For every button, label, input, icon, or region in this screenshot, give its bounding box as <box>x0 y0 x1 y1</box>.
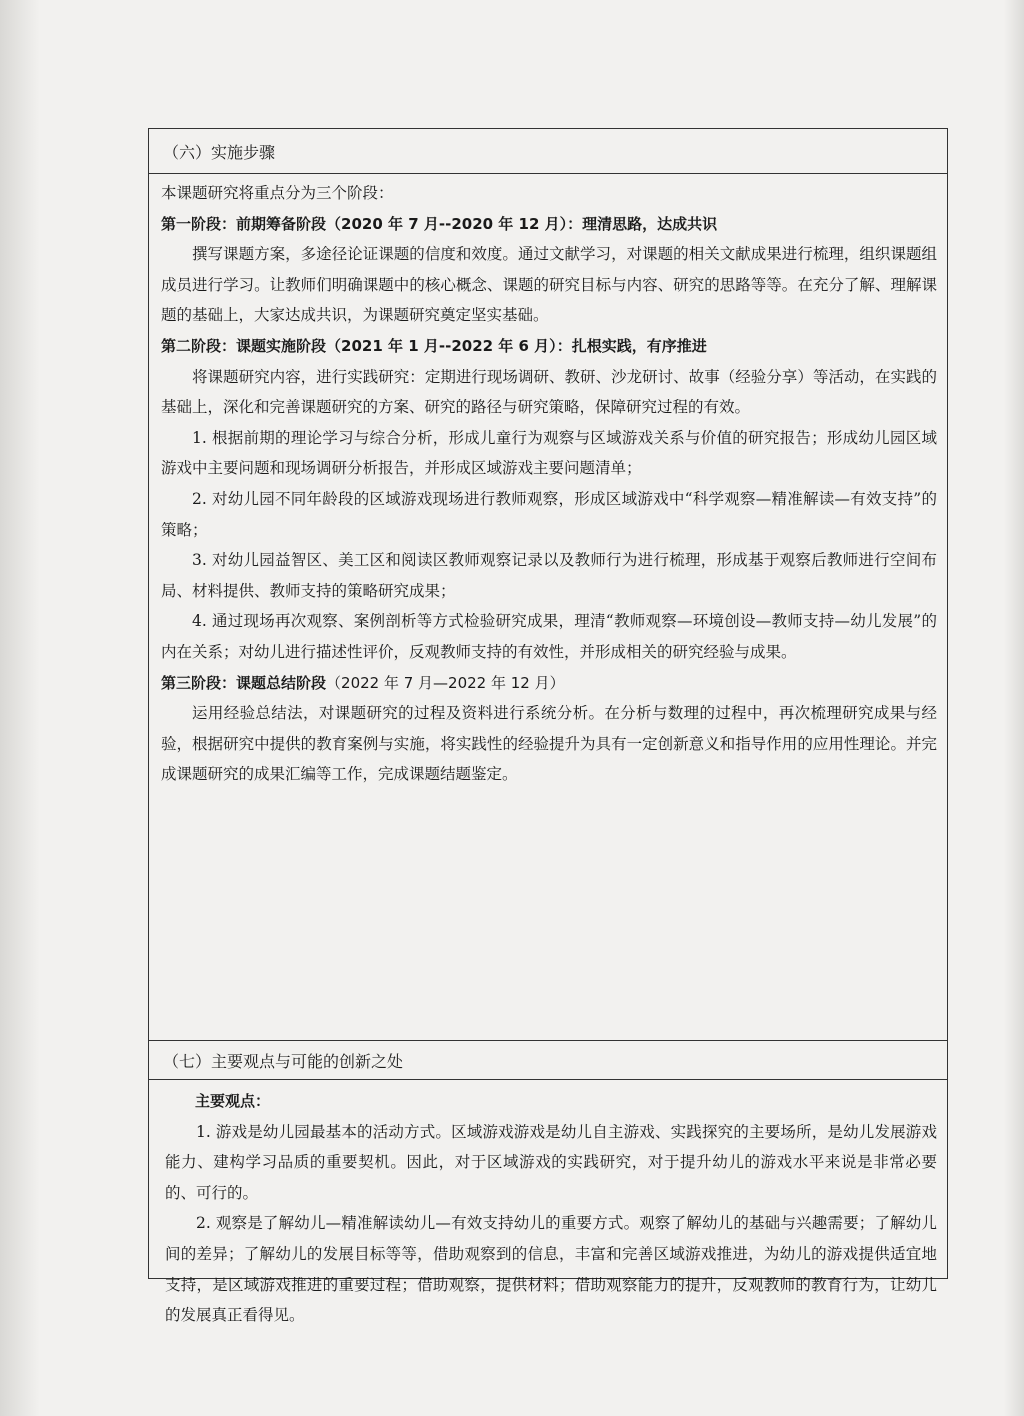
stage-3-heading <box>161 668 937 699</box>
stage-3-body: 运用经验总结法，对课题研究的过程及资料进行系统分析。在分析与数理的过程中，再次梳理研究成果与经验，根据研究中提供的教育案例与实施，将实践性的经验提升为具有一定创新意义和指导作用的应用性理论。并完成课题研究的成果汇编等工作，完成课题结题鉴定。 <box>161 704 937 784</box>
main-point-item: 1. 游戏是幼儿园最基本的活动方式。区域游戏游戏是幼儿自主游戏、实践探究的主要场所，是幼儿发展游戏能力、建构学习品质的重要契机。因此，对于区域游戏的实践研究，对于提升幼儿的游戏水平来说是非常必要的、可行的。 <box>165 1122 937 1202</box>
research-plan-form <box>148 128 948 1325</box>
stage-2-item: 1. 根据前期的理论学习与综合分析，形成儿童行为观察与区域游戏关系与价值的研究报告；形成幼儿园区域游戏中主要问题和现场调研分析报告，并形成区域游戏主要问题清单； <box>161 428 937 478</box>
section-7-title: （七）主要观点与可能的创新之处 <box>163 1051 404 1071</box>
stage-2-period: （2021 年 1 月--2022 年 6 月） <box>326 336 557 355</box>
section-7-body <box>149 1086 947 1331</box>
page-edge-shadow-right <box>1004 0 1024 1416</box>
stage-1-label: 第一阶段： <box>161 214 237 233</box>
stage-1-name: 前期筹备阶段 <box>236 214 327 233</box>
stage-2-item: 4. 通过现场再次观察、案例剖析等方式检验研究成果，理清“教师观察—环境创设—教师支持—幼儿发展”的内在关系；对幼儿进行描述性评价，反观教师支持的有效性，并形成相关的研究经验与成果。 <box>161 612 937 661</box>
stage-2-goal: ：扎根实践，有序推进 <box>556 336 707 355</box>
main-point-item: 2. 观察是了解幼儿—精准解读幼儿—有效支持幼儿的重要方式。观察了解幼儿的基础与兴趣需要；了解幼儿间的差异；了解幼儿的发展目标等等，借助观察到的信息，丰富和完善区域游戏推进，为幼儿的游戏提供适宜地支持，是区域游戏推进的重要过程；借助观察，提供材料；借助观察能力的提升，反观教师的教育行为，让幼儿的发展真正看得见。 <box>165 1214 937 1325</box>
main-points-heading: 主要观点： <box>195 1092 271 1110</box>
stage-3-label: 第三阶段： <box>161 673 237 692</box>
section-6-title: （六）实施步骤 <box>163 142 276 162</box>
stage-3-period: （2022 年 7 月—2022 年 12 月） <box>326 673 565 692</box>
stage-2-item: 2. 对幼儿园不同年龄段的区域游戏现场进行教师观察，形成区域游戏中“科学观察—精准解读—有效支持”的策略； <box>161 489 937 539</box>
intro-paragraph: 本课题研究将重点分为三个阶段： <box>161 184 394 202</box>
stage-2-item: 3. 对幼儿园益智区、美工区和阅读区教师观察记录以及教师行为进行梳理，形成基于观察后教师进行空间布局、材料提供、教师支持的策略研究成果； <box>161 551 937 600</box>
stage-1-goal: ：理清思路，达成共识 <box>567 214 718 233</box>
section-6-body <box>149 178 947 790</box>
stage-2-name: 课题实施阶段 <box>236 336 327 355</box>
stage-2-label: 第二阶段： <box>161 336 237 355</box>
stage-2-body: 将课题研究内容，进行实践研究：定期进行现场调研、教研、沙龙研讨、故事（经验分享）等活动，在实践的基础上，深化和完善课题研究的方案、研究的路径与研究策略，保障研究过程的有效。 <box>161 367 937 417</box>
stage-3-name: 课题总结阶段 <box>236 673 327 692</box>
page-edge-shadow-left <box>0 0 40 1416</box>
stage-1-heading <box>161 209 937 240</box>
stage-1-period: （2020 年 7 月--2020 年 12 月） <box>326 214 568 233</box>
section-6-header <box>149 128 947 174</box>
stage-2-heading <box>161 331 937 362</box>
section-7-header <box>149 1040 947 1080</box>
stage-1-body: 撰写课题方案，多途径论证课题的信度和效度。通过文献学习，对课题的相关文献成果进行梳理，组织课题组成员进行学习。让教师们明确课题中的核心概念、课题的研究目标与内容、研究的思路等等。在充分了解、理解课题的基础上，大家达成共识，为课题研究奠定坚实基础。 <box>161 245 937 325</box>
